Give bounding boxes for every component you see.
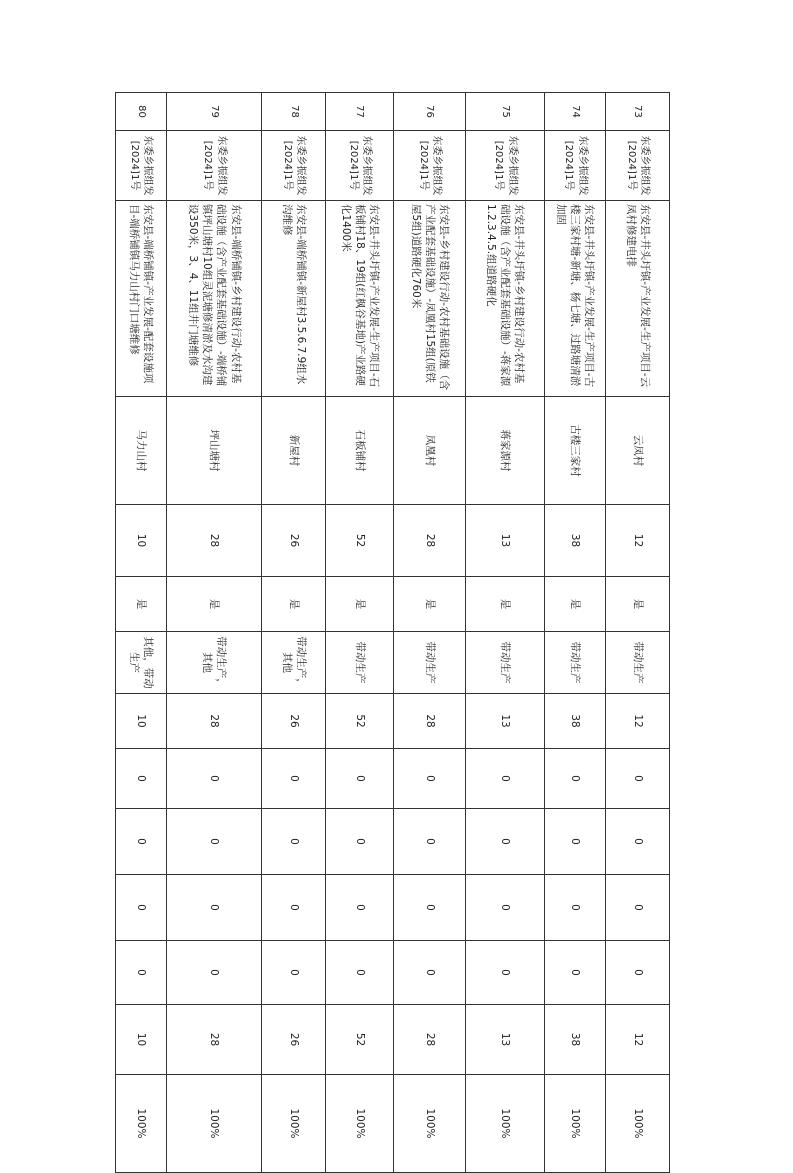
village-name: 凤凰村 xyxy=(394,397,466,505)
benefit-count: 13 xyxy=(466,1005,545,1075)
table-row xyxy=(394,93,466,1173)
project-table xyxy=(115,92,670,1173)
completion-rate: 100% xyxy=(606,1075,670,1173)
completion-rate: 100% xyxy=(466,1075,545,1173)
row-number: 78 xyxy=(262,93,326,131)
zero-cell: 0 xyxy=(116,809,167,875)
project-name: 东安县-乡村建设行动-农村基础设施（含产业配套基础设施）-凤凰村15组(原铁屋5组)道路硬化760米 xyxy=(394,201,466,397)
zero-cell: 0 xyxy=(544,875,606,941)
row-number: 73 xyxy=(606,93,670,131)
document-number: 东委乡振组发[2024]1号 xyxy=(262,131,326,201)
zero-cell: 0 xyxy=(326,941,394,1005)
flag-cell: 是 xyxy=(606,577,670,632)
benefit-count: 28 xyxy=(394,1005,466,1075)
benefit-mode: 带动生产，其他 xyxy=(166,632,262,694)
zero-cell: 0 xyxy=(466,941,545,1005)
household-count: 28 xyxy=(394,505,466,577)
total-count: 28 xyxy=(394,694,466,749)
zero-cell: 0 xyxy=(606,749,670,809)
table-row xyxy=(262,93,326,1173)
benefit-count: 38 xyxy=(544,1005,606,1075)
project-name: 东安县-端桥铺镇-产业发展-配套设施项目-端桥铺镇马力山村门口塘维修 xyxy=(116,201,167,397)
flag-cell: 是 xyxy=(262,577,326,632)
flag-cell: 是 xyxy=(166,577,262,632)
zero-cell: 0 xyxy=(606,941,670,1005)
village-name: 新屋村 xyxy=(262,397,326,505)
table-row xyxy=(326,93,394,1173)
table-row xyxy=(116,93,167,1173)
document-number: 东委乡振组发[2024]1号 xyxy=(606,131,670,201)
total-count: 13 xyxy=(466,694,545,749)
rotated-table-sheet xyxy=(115,92,670,1162)
zero-cell: 0 xyxy=(394,875,466,941)
zero-cell: 0 xyxy=(606,809,670,875)
zero-cell: 0 xyxy=(326,749,394,809)
zero-cell: 0 xyxy=(466,875,545,941)
completion-rate: 100% xyxy=(116,1075,167,1173)
project-name: 东安县-井头圩镇-产业发展-生产项目-石板铺村18、19组(红枫谷基地)产业路硬化1400米 xyxy=(326,201,394,397)
total-count: 12 xyxy=(606,694,670,749)
zero-cell: 0 xyxy=(394,941,466,1005)
household-count: 26 xyxy=(262,505,326,577)
row-number: 75 xyxy=(466,93,545,131)
document-number: 东委乡振组发[2024]1号 xyxy=(116,131,167,201)
village-name: 古楼三家村 xyxy=(544,397,606,505)
village-name: 坪山塘村 xyxy=(166,397,262,505)
benefit-mode: 带动生产 xyxy=(394,632,466,694)
zero-cell: 0 xyxy=(116,941,167,1005)
household-count: 52 xyxy=(326,505,394,577)
benefit-count: 10 xyxy=(116,1005,167,1075)
zero-cell: 0 xyxy=(544,941,606,1005)
zero-cell: 0 xyxy=(262,941,326,1005)
zero-cell: 0 xyxy=(606,875,670,941)
row-number: 79 xyxy=(166,93,262,131)
document-number: 东委乡振组发[2024]1号 xyxy=(394,131,466,201)
row-number: 77 xyxy=(326,93,394,131)
zero-cell: 0 xyxy=(326,875,394,941)
row-number: 74 xyxy=(544,93,606,131)
zero-cell: 0 xyxy=(166,875,262,941)
household-count: 13 xyxy=(466,505,545,577)
village-name: 马力山村 xyxy=(116,397,167,505)
zero-cell: 0 xyxy=(262,749,326,809)
table-row xyxy=(166,93,262,1173)
benefit-mode: 其他，带动生产 xyxy=(116,632,167,694)
zero-cell: 0 xyxy=(262,875,326,941)
zero-cell: 0 xyxy=(326,809,394,875)
benefit-mode: 带动生产 xyxy=(326,632,394,694)
zero-cell: 0 xyxy=(544,809,606,875)
project-name: 东安县-井头圩镇-乡村建设行动-农村基础设施（含产业配套基础设施）-蒋家源1.2.3.4.5.组道路硬化 xyxy=(466,201,545,397)
table-row xyxy=(544,93,606,1173)
zero-cell: 0 xyxy=(466,749,545,809)
document-number: 东委乡振组发[2024]1号 xyxy=(544,131,606,201)
zero-cell: 0 xyxy=(116,875,167,941)
zero-cell: 0 xyxy=(116,749,167,809)
zero-cell: 0 xyxy=(262,809,326,875)
zero-cell: 0 xyxy=(394,749,466,809)
household-count: 12 xyxy=(606,505,670,577)
row-number: 76 xyxy=(394,93,466,131)
completion-rate: 100% xyxy=(394,1075,466,1173)
flag-cell: 是 xyxy=(116,577,167,632)
total-count: 10 xyxy=(116,694,167,749)
household-count: 10 xyxy=(116,505,167,577)
project-name: 东安县-端桥铺镇-新屋村3.5.6.7.9组水沟维修 xyxy=(262,201,326,397)
zero-cell: 0 xyxy=(166,809,262,875)
document-number: 东委乡振组发[2024]1号 xyxy=(166,131,262,201)
completion-rate: 100% xyxy=(544,1075,606,1173)
document-number: 东委乡振组发[2024]1号 xyxy=(466,131,545,201)
benefit-mode: 带动生产，其他 xyxy=(262,632,326,694)
benefit-count: 12 xyxy=(606,1005,670,1075)
project-name: 东安县-井头圩镇-产业发展-生产项目-云凤村修建电排 xyxy=(606,201,670,397)
zero-cell: 0 xyxy=(394,809,466,875)
benefit-mode: 带动生产 xyxy=(466,632,545,694)
household-count: 28 xyxy=(166,505,262,577)
total-count: 52 xyxy=(326,694,394,749)
total-count: 38 xyxy=(544,694,606,749)
table-row xyxy=(606,93,670,1173)
benefit-mode: 带动生产 xyxy=(544,632,606,694)
household-count: 38 xyxy=(544,505,606,577)
flag-cell: 是 xyxy=(466,577,545,632)
benefit-count: 26 xyxy=(262,1005,326,1075)
project-name: 东安县-端桥铺镇-乡村建设行动-农村基础设施（含产业配套基础设施）-端桥铺镇坪山塘村10组灵泥塘修清淤及水沟建设350米，3、4、11组井门塘维修 xyxy=(166,201,262,397)
completion-rate: 100% xyxy=(326,1075,394,1173)
row-number: 80 xyxy=(116,93,167,131)
benefit-count: 28 xyxy=(166,1005,262,1075)
zero-cell: 0 xyxy=(166,749,262,809)
document-number: 东委乡振组发[2024]1号 xyxy=(326,131,394,201)
total-count: 28 xyxy=(166,694,262,749)
flag-cell: 是 xyxy=(544,577,606,632)
zero-cell: 0 xyxy=(466,809,545,875)
table-row xyxy=(466,93,545,1173)
flag-cell: 是 xyxy=(326,577,394,632)
village-name: 石板铺村 xyxy=(326,397,394,505)
total-count: 26 xyxy=(262,694,326,749)
flag-cell: 是 xyxy=(394,577,466,632)
benefit-count: 52 xyxy=(326,1005,394,1075)
village-name: 云凤村 xyxy=(606,397,670,505)
completion-rate: 100% xyxy=(262,1075,326,1173)
benefit-mode: 带动生产 xyxy=(606,632,670,694)
project-name: 东安县-井头圩镇-产业发展-生产项目-古楼三家村塘-新塘、杨七塘、过路塘清淤加固 xyxy=(544,201,606,397)
zero-cell: 0 xyxy=(544,749,606,809)
zero-cell: 0 xyxy=(166,941,262,1005)
village-name: 蒋家源村 xyxy=(466,397,545,505)
completion-rate: 100% xyxy=(166,1075,262,1173)
